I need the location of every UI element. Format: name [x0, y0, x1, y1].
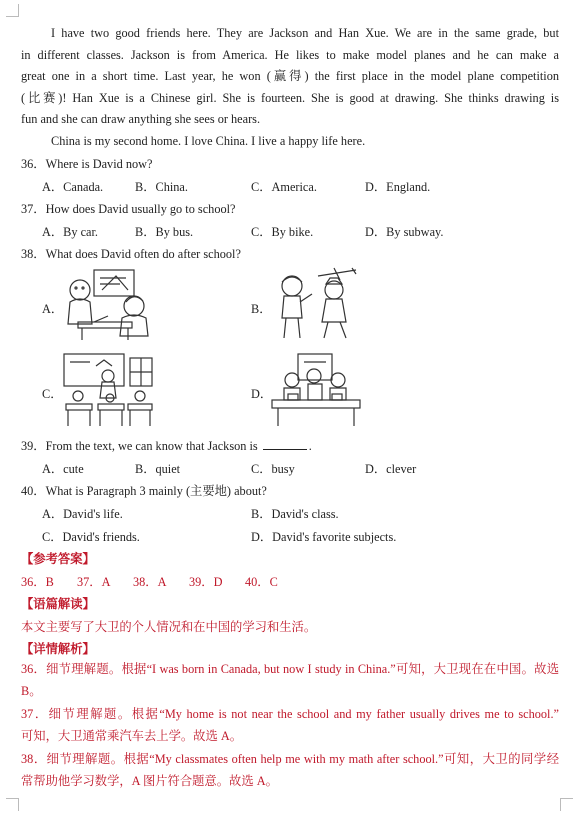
passage-paragraph-2	[21, 23, 559, 131]
answer-36: 36．B	[21, 575, 54, 589]
question-37-stem: 37．How does David usually go to school?	[21, 202, 236, 216]
crop-mark-bottom-right	[560, 798, 573, 811]
question-38-stem: 38．What does David often do after school?	[21, 247, 241, 261]
q40-option-c[interactable]: C．David's friends.	[42, 530, 140, 544]
q37-option-a[interactable]: A．By car.	[42, 225, 99, 239]
q36-option-c[interactable]: C．America.	[251, 180, 317, 194]
q39-option-d[interactable]: D．clever	[365, 462, 417, 476]
q37-option-c[interactable]: C．By bike.	[251, 225, 314, 239]
q38-option-b[interactable]: B．	[251, 302, 272, 316]
q38-option-c[interactable]: C．	[42, 387, 63, 401]
question-39-text: 39．From the text, we can know that Jackson is	[21, 439, 258, 453]
answer-38: 38．A	[133, 575, 167, 589]
summary-heading: 【语篇解读】	[21, 597, 95, 611]
question-40-stem: 40．What is Paragraph 3 mainly (主要地) about?	[21, 484, 267, 498]
passage-line: fun and she can draw anything she sees or hears.	[21, 112, 261, 127]
passage-paragraph-3	[21, 131, 559, 153]
analysis-heading: 【详情解析】	[21, 642, 95, 656]
q40-option-a[interactable]: A．David's life.	[42, 507, 123, 521]
picture-c-classroom[interactable]	[60, 352, 156, 428]
q39-option-b[interactable]: B．quiet	[135, 462, 181, 476]
q36-option-a[interactable]: A．Canada.	[42, 180, 104, 194]
passage-line: in different classes. Jackson is from America. He likes to make model planes and he can make a	[21, 47, 559, 62]
picture-b-kids-with-model-plane[interactable]	[268, 266, 364, 342]
question-36-stem: 36．Where is David now?	[21, 157, 153, 171]
passage-line: (比赛)! Han Xue is a Chinese girl. She is fourteen. She is good at drawing. She thinks drawing is	[21, 90, 559, 105]
analysis-37	[21, 704, 559, 747]
summary-text: 本文主要写了大卫的个人情况和在中国的学习和生活。	[21, 620, 317, 634]
question-39-end: .	[308, 439, 312, 453]
answer-37: 37．A	[77, 575, 111, 589]
answer-40: 40．C	[245, 575, 278, 589]
analysis-38	[21, 749, 559, 792]
q37-option-b[interactable]: B．By bus.	[135, 225, 194, 239]
answer-39: 39．D	[189, 575, 223, 589]
passage-line: great one in a short time. Last year, he won (赢得) the first place in the model plane competition	[21, 69, 559, 84]
crop-mark-top-left	[6, 4, 19, 17]
analysis-line: 37．细节理解题。根据“My home is not near the school and my father usually drives me to school.”	[21, 707, 559, 721]
q39-option-c[interactable]: C．busy	[251, 462, 295, 476]
picture-d-kids-at-table[interactable]	[268, 350, 364, 428]
answer-blank[interactable]	[263, 439, 307, 450]
analysis-36	[21, 659, 559, 702]
analysis-line: 38．细节理解题。根据“My classmates often help me with my math after school.”可知，大卫的同学经	[21, 752, 559, 766]
q40-option-d[interactable]: D．David's favorite subjects.	[251, 530, 397, 544]
q40-option-b[interactable]: B．David's class.	[251, 507, 339, 521]
q36-option-b[interactable]: B．China.	[135, 180, 188, 194]
q39-option-a[interactable]: A．cute	[42, 462, 84, 476]
q38-option-a[interactable]: A．	[42, 302, 64, 316]
q37-option-d[interactable]: D．By subway.	[365, 225, 444, 239]
analysis-line: B。	[21, 683, 42, 698]
passage-line: I have two good friends here. They are Jackson and Han Xue. We are in the same grade, but	[51, 26, 559, 40]
q38-option-d[interactable]: D．	[251, 387, 273, 401]
picture-a-students-studying[interactable]	[60, 266, 156, 342]
crop-mark-bottom-left	[6, 798, 19, 811]
answers-heading: 【参考答案】	[21, 552, 95, 566]
analysis-line: 可知，大卫通常乘汽车去上学。故选 A。	[21, 728, 243, 743]
analysis-line: 36．细节理解题。根据“I was born in Canada, but now I study in China.”可知，大卫现在在中国。故选	[21, 662, 559, 676]
analysis-line: 常帮助他学习数学，A 图片符合题意。故选 A。	[21, 773, 278, 788]
q36-option-d[interactable]: D．England.	[365, 180, 431, 194]
passage-line: China is my second home. I love China. I live a happy life here.	[51, 134, 366, 148]
question-39-stem	[21, 436, 312, 454]
